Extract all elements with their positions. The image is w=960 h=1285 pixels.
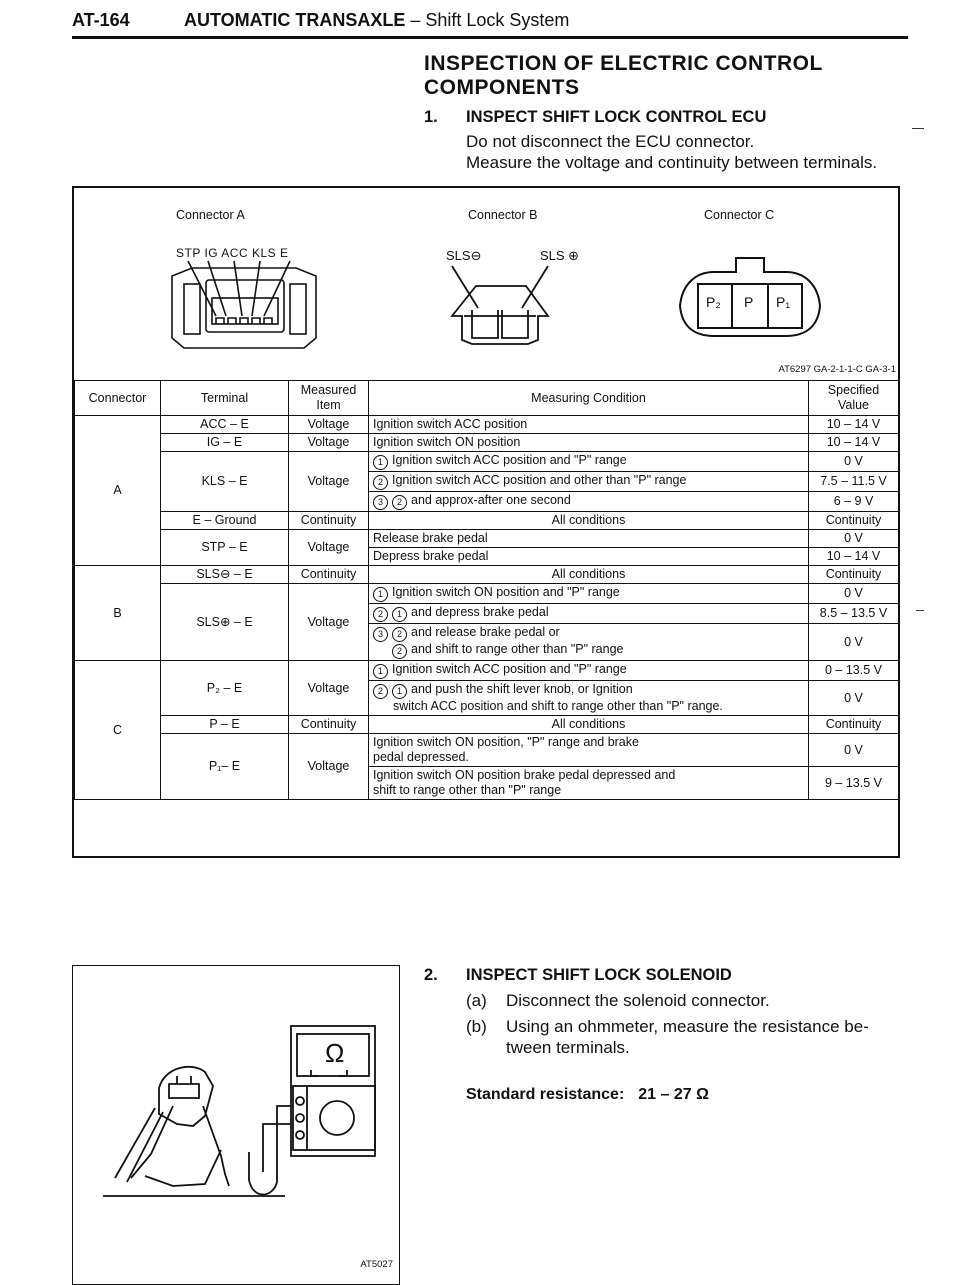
table-row	[75, 566, 899, 584]
item-cell: Voltage	[289, 452, 369, 512]
table-row	[75, 416, 899, 434]
step1-heading	[424, 108, 766, 127]
value-cell: 0 V	[809, 681, 899, 716]
condition-text: Ignition switch ACC position and "P" range	[392, 662, 627, 676]
value-cell: 10 – 14 V	[809, 434, 899, 452]
value-cell: 0 V	[809, 452, 899, 472]
step2-b-text1: Using an ohmmeter, measure the resistance be-	[506, 1017, 869, 1036]
item-cell: Voltage	[289, 661, 369, 716]
condition-cell	[369, 661, 809, 681]
step2-a-text: Disconnect the solenoid connector.	[506, 991, 770, 1010]
connector-b-pin-minus: SLS⊖	[446, 248, 482, 263]
value-cell: 10 – 14 V	[809, 548, 899, 566]
condition-text: switch ACC position and shift to range other than "P" range.	[393, 699, 723, 713]
condition-text: and shift to range other than "P" range	[411, 642, 624, 656]
step2-number: 2.	[424, 966, 438, 984]
step2-b-mark: (b)	[466, 1017, 487, 1036]
condition-cell	[369, 452, 809, 472]
terminal-cell: P₁– E	[161, 734, 289, 800]
connector-diagram	[74, 188, 898, 382]
step2-b-text2: tween terminals.	[506, 1038, 630, 1057]
header-value: Specified Value	[809, 381, 899, 416]
step2-heading	[424, 966, 732, 985]
condition-cell: All conditions	[369, 512, 809, 530]
item-cell: Voltage	[289, 530, 369, 566]
condition-text: Ignition switch ON position and "P" range	[392, 585, 620, 599]
condition-text: and release brake pedal or	[411, 625, 560, 639]
connector-b-drawing	[452, 266, 548, 344]
connector-a-drawing	[172, 261, 316, 348]
connector-drawings	[74, 188, 898, 382]
condition-cell: Release brake pedal	[369, 530, 809, 548]
condition-cell: Ignition switch ON position	[369, 434, 809, 452]
step-number: 2	[373, 684, 388, 699]
table-row	[75, 452, 899, 472]
condition-cell	[369, 604, 809, 624]
connector-c-pin-p: P	[744, 294, 754, 310]
condition-text: Ignition switch ON position brake pedal depressed and	[373, 768, 676, 782]
item-cell: Continuity	[289, 512, 369, 530]
connector-cell: B	[75, 566, 161, 661]
page-number: AT-164	[72, 10, 130, 30]
header-title	[184, 10, 569, 31]
header-condition: Measuring Condition	[369, 381, 809, 416]
step1-title: INSPECT SHIFT LOCK CONTROL ECU	[466, 108, 767, 126]
margin-mark	[912, 128, 924, 129]
step2-a-mark: (a)	[466, 991, 487, 1010]
item-cell: Voltage	[289, 734, 369, 800]
solenoid-figure	[72, 965, 400, 1285]
step1-line2: Measure the voltage and continuity between terminals.	[466, 153, 878, 172]
condition-text: Ignition switch ACC position and other than "P" range	[392, 473, 687, 487]
header-measured-item: Measured Item	[289, 381, 369, 416]
step-number: 2	[392, 644, 407, 659]
header-topic: – Shift Lock System	[410, 10, 570, 30]
value-cell: 0 V	[809, 530, 899, 548]
terminal-cell: SLS⊖ – E	[161, 566, 289, 584]
header-terminal: Terminal	[161, 381, 289, 416]
value-cell: 8.5 – 13.5 V	[809, 604, 899, 624]
step-number: 1	[373, 587, 388, 602]
step-number: 1	[392, 607, 407, 622]
connector-a-label: Connector A	[176, 208, 245, 222]
page-title: INSPECTION OF ELECTRIC CONTROL COMPONENTS	[424, 52, 823, 99]
condition-cell	[369, 624, 809, 661]
condition-cell: All conditions	[369, 566, 809, 584]
value-cell: 0 V	[809, 584, 899, 604]
value-cell: Continuity	[809, 566, 899, 584]
item-cell: Voltage	[289, 584, 369, 661]
ecu-spec-table	[74, 380, 899, 800]
connector-c-pin-p2: P₂	[706, 294, 721, 310]
value-cell: 10 – 14 V	[809, 416, 899, 434]
connector-b-label: Connector B	[468, 208, 538, 222]
step-number: 1	[392, 684, 407, 699]
step1-instructions	[466, 131, 877, 173]
table-row	[75, 716, 899, 734]
value-cell: 0 – 13.5 V	[809, 661, 899, 681]
terminal-cell: STP – E	[161, 530, 289, 566]
header-connector: Connector	[75, 381, 161, 416]
item-cell: Voltage	[289, 434, 369, 452]
page-header	[72, 6, 908, 39]
step-number: 3	[373, 627, 388, 642]
connector-a-pins: STP IG ACC KLS E	[176, 246, 289, 260]
terminal-cell: E – Ground	[161, 512, 289, 530]
step-number: 2	[373, 475, 388, 490]
condition-text: Ignition switch ACC position and "P" range	[392, 453, 627, 467]
terminal-cell: IG – E	[161, 434, 289, 452]
item-cell: Voltage	[289, 416, 369, 434]
terminal-cell: SLS⊕ – E	[161, 584, 289, 661]
value-cell: 0 V	[809, 734, 899, 767]
ohmmeter-illustration	[73, 966, 399, 1284]
table-row	[75, 584, 899, 604]
step-number: 2	[392, 495, 407, 510]
condition-cell	[369, 767, 809, 800]
table-row	[75, 434, 899, 452]
standard-resistance	[466, 1086, 709, 1104]
terminal-cell: P – E	[161, 716, 289, 734]
condition-text: pedal depressed.	[373, 750, 469, 764]
value-cell: Continuity	[809, 512, 899, 530]
terminal-cell: ACC – E	[161, 416, 289, 434]
step1-line1: Do not disconnect the ECU connector.	[466, 132, 755, 151]
condition-text: Ignition switch ON position, "P" range and brake	[373, 735, 639, 749]
condition-text: and depress brake pedal	[411, 605, 549, 619]
standard-resistance-value: 21 – 27 Ω	[638, 1086, 709, 1103]
condition-cell	[369, 734, 809, 767]
item-cell: Continuity	[289, 716, 369, 734]
condition-text: shift to range other than "P" range	[373, 783, 562, 797]
connector-c-label: Connector C	[704, 208, 775, 222]
condition-cell	[369, 492, 809, 512]
step2-title: INSPECT SHIFT LOCK SOLENOID	[466, 966, 732, 984]
condition-cell	[369, 472, 809, 492]
step-number: 2	[373, 607, 388, 622]
connector-c-pin-p1: P₁	[776, 294, 791, 310]
condition-cell: Depress brake pedal	[369, 548, 809, 566]
ecu-inspection-box	[72, 186, 900, 858]
step-number: 2	[392, 627, 407, 642]
margin-mark	[916, 610, 924, 611]
condition-cell: Ignition switch ACC position	[369, 416, 809, 434]
condition-text: and push the shift lever knob, or Ignition	[411, 682, 633, 696]
table-header-row	[75, 381, 899, 416]
value-cell: 0 V	[809, 624, 899, 661]
table-row	[75, 734, 899, 767]
condition-cell: All conditions	[369, 716, 809, 734]
step-number: 3	[373, 495, 388, 510]
ohm-symbol: Ω	[325, 1038, 345, 1068]
standard-resistance-label: Standard resistance:	[466, 1086, 625, 1103]
header-section: AUTOMATIC TRANSAXLE	[184, 10, 406, 30]
value-cell: 7.5 – 11.5 V	[809, 472, 899, 492]
item-cell: Continuity	[289, 566, 369, 584]
step-number: 1	[373, 664, 388, 679]
step2-b	[466, 1016, 869, 1058]
terminal-cell: KLS – E	[161, 452, 289, 512]
connector-cell: C	[75, 661, 161, 800]
figure-reference: AT5027	[360, 1259, 393, 1270]
connector-b-pin-plus: SLS ⊕	[540, 248, 580, 263]
step-number: 1	[373, 455, 388, 470]
value-cell: Continuity	[809, 716, 899, 734]
value-cell: 9 – 13.5 V	[809, 767, 899, 800]
table-row	[75, 530, 899, 548]
table-row	[75, 661, 899, 681]
value-cell: 6 – 9 V	[809, 492, 899, 512]
connector-cell: A	[75, 416, 161, 566]
terminal-cell: P₂ – E	[161, 661, 289, 716]
condition-text: and approx-after one second	[411, 493, 571, 507]
condition-cell	[369, 584, 809, 604]
step1-number: 1.	[424, 108, 438, 126]
table-row	[75, 512, 899, 530]
step2-a	[466, 990, 770, 1011]
diagram-reference: AT6297 GA-2-1-1-C GA-3-1	[778, 364, 896, 375]
condition-cell	[369, 681, 809, 716]
